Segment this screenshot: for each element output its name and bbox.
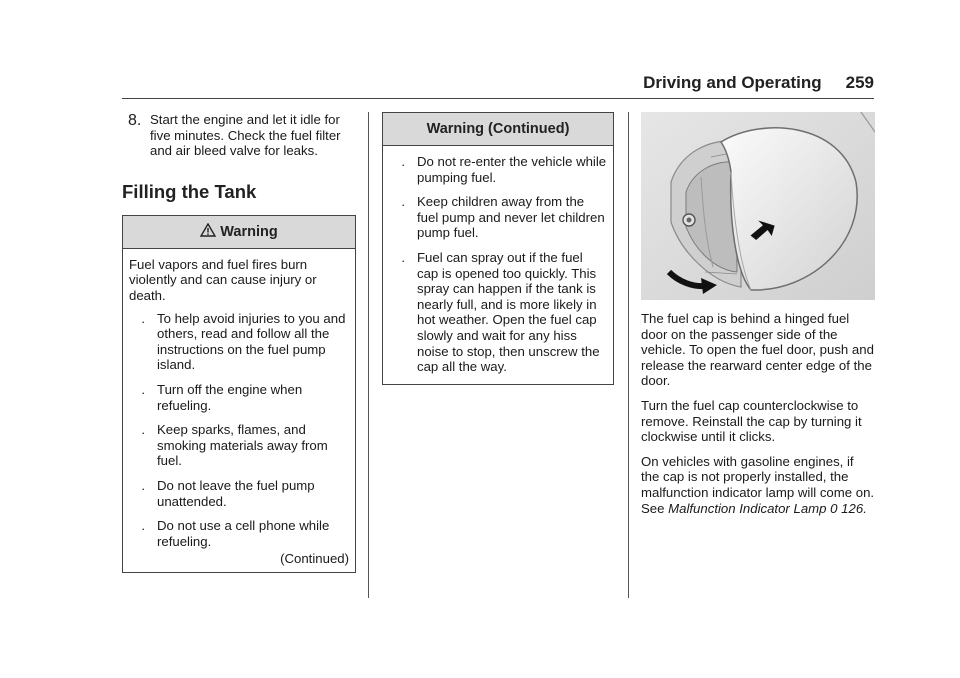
warning-box [122, 215, 356, 574]
bullet-text: Do not use a cell phone while refueling. [157, 518, 330, 549]
fuel-door-paragraph: The fuel cap is behind a hinged fuel door on the passenger side of the vehicle. To open the fuel door, push and release the rearward center edge of the door. [641, 311, 874, 389]
list-item [129, 382, 349, 413]
step-text: Start the engine and let it idle for five minutes. Check the fuel filter and air bleed valve for leaks. [150, 112, 341, 159]
bullet-text: Keep sparks, flames, and smoking materials away from fuel. [157, 422, 328, 469]
bullet-glyph: . [141, 422, 145, 438]
column-right [641, 112, 875, 525]
warning-title: Warning [220, 223, 278, 240]
step-number: 8. [128, 112, 142, 129]
page-number: 259 [845, 73, 874, 92]
page-header [643, 73, 874, 93]
page-ref-number[interactable]: 126 [841, 500, 864, 516]
continued-label: (Continued) [280, 551, 349, 567]
list-item [389, 250, 607, 375]
fuel-cap-paragraph: Turn the fuel cap counterclockwise to remove. Reinstall the cap by turning it clockwise until it clicks. [641, 397, 862, 445]
bullet-text: To help avoid injuries to you and others, read and follow all the instructions on the fuel pump island. [157, 310, 346, 373]
list-item [389, 194, 607, 241]
bullet-text: Keep children away from the fuel pump and never let children pump fuel. [417, 194, 605, 241]
bullet-glyph: . [401, 194, 405, 210]
bullet-glyph: . [401, 249, 405, 265]
column-middle [382, 112, 614, 385]
header-rule [122, 98, 874, 99]
warning-intro: Fuel vapors and fuel fires burn violently and can cause injury or death. [129, 256, 317, 303]
bullet-text: Turn off the engine when refueling. [157, 381, 303, 413]
bullet-glyph: . [401, 154, 405, 169]
warning-continued-body [383, 146, 613, 375]
bullet-text: Fuel can spray out if the fuel cap is opened too quickly. This spray can happen if the tank is nearly full, and is more likely in hot weather. Open the fuel cap slowly and wait for any hiss noise to stop, then unscrew the cap all the way. [417, 249, 600, 375]
list-item [129, 422, 349, 469]
bullet-glyph: . [141, 518, 145, 534]
list-item [389, 154, 607, 185]
warning-continued-list [389, 154, 607, 375]
bullet-text: Do not re-enter the vehicle while pumping fuel. [417, 154, 607, 185]
bullet-glyph: . [141, 381, 145, 397]
list-item [129, 478, 349, 509]
header-title: Driving and Operating [643, 73, 822, 92]
warning-body [123, 249, 355, 573]
bullet-glyph: . [141, 477, 145, 493]
column-left [122, 112, 356, 573]
warning-header [123, 216, 355, 249]
gasoline-cap-text: On vehicles with gasoline engines, if the cap is not properly installed, the malfunction indicator lamp will come on. See [641, 453, 875, 516]
column-divider-right [628, 112, 629, 598]
step-item [128, 112, 356, 159]
column-divider-left [368, 112, 369, 598]
bullet-text: Do not leave the fuel pump unattended. [157, 477, 315, 509]
gasoline-cap-paragraph [641, 454, 875, 516]
fuel-door-illustration [641, 112, 875, 300]
warning-triangle-icon [200, 223, 216, 237]
bullet-glyph: . [141, 310, 145, 326]
list-item [129, 518, 349, 549]
warning-continued-header: Warning (Continued) [383, 113, 613, 146]
list-item [129, 311, 349, 373]
malfunction-lamp-link[interactable]: Malfunction Indicator Lamp [668, 500, 827, 516]
warning-bullet-list [129, 311, 349, 550]
warning-continued-box [382, 112, 614, 385]
sentence-end: . [863, 500, 867, 516]
page-ref-icon: 0 [830, 500, 838, 516]
section-title: Filling the Tank [122, 180, 257, 202]
